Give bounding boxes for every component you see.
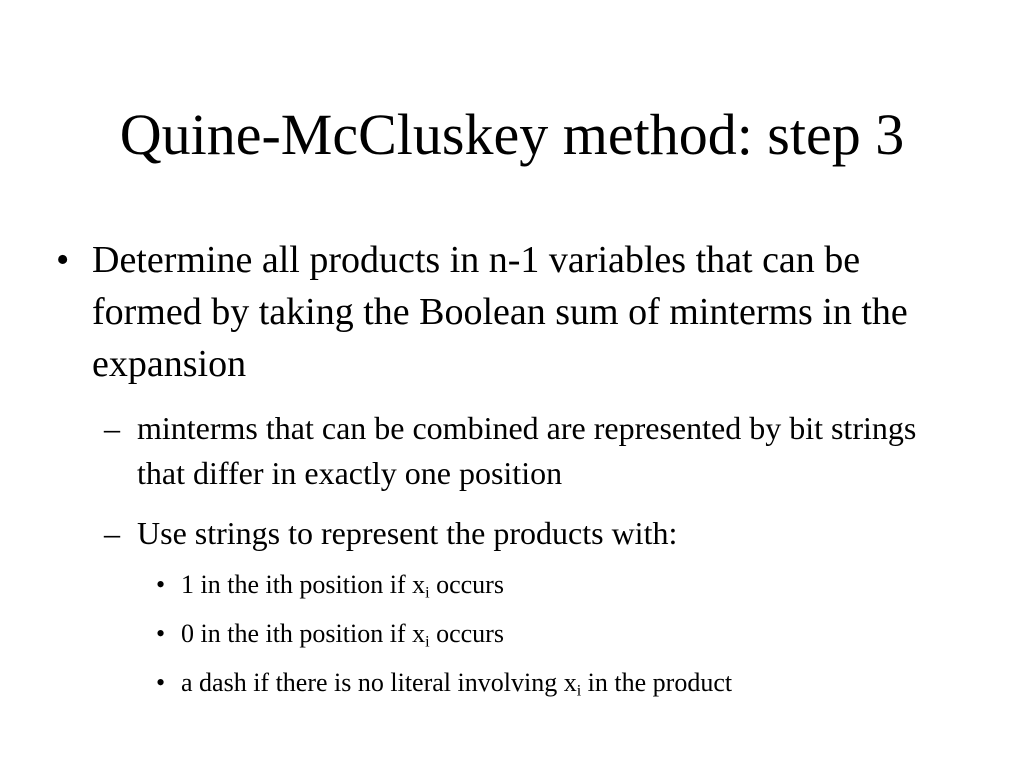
bullet-marker: • (56, 239, 70, 281)
item-text: 0 in the ith position if x (181, 619, 426, 648)
subscript: i (576, 682, 582, 700)
slide-title: Quine-McCluskey method: step 3 (119, 102, 905, 167)
item-text: occurs (429, 570, 504, 599)
sub-sub-bullet-zero (181, 616, 971, 652)
item-text: 1 in the ith position if x (181, 570, 426, 599)
bullet-marker: • (156, 570, 166, 599)
dash-marker: – (104, 410, 120, 446)
item-text: a dash if there is no literal involving x (181, 668, 577, 697)
bullet-marker: • (156, 668, 166, 697)
sub-bullet-strings: Use strings to represent the products with: (137, 515, 678, 551)
item-text: in the product (581, 668, 733, 697)
dash-marker: – (104, 515, 120, 551)
subscript: i (425, 584, 430, 602)
bullet-main: Determine all products in n-1 variables that can be formed by taking the Boolean sum of minterms in the expansion (92, 239, 908, 385)
bullet-marker: • (156, 619, 166, 648)
sub-sub-bullet-dash (181, 665, 971, 701)
item-text: occurs (429, 619, 504, 648)
subscript: i (425, 633, 430, 651)
sub-sub-bullet-one (181, 567, 971, 603)
sub-bullet-minterms: minterms that can be combined are represented by bit strings that differ in exactly one position (137, 410, 917, 491)
